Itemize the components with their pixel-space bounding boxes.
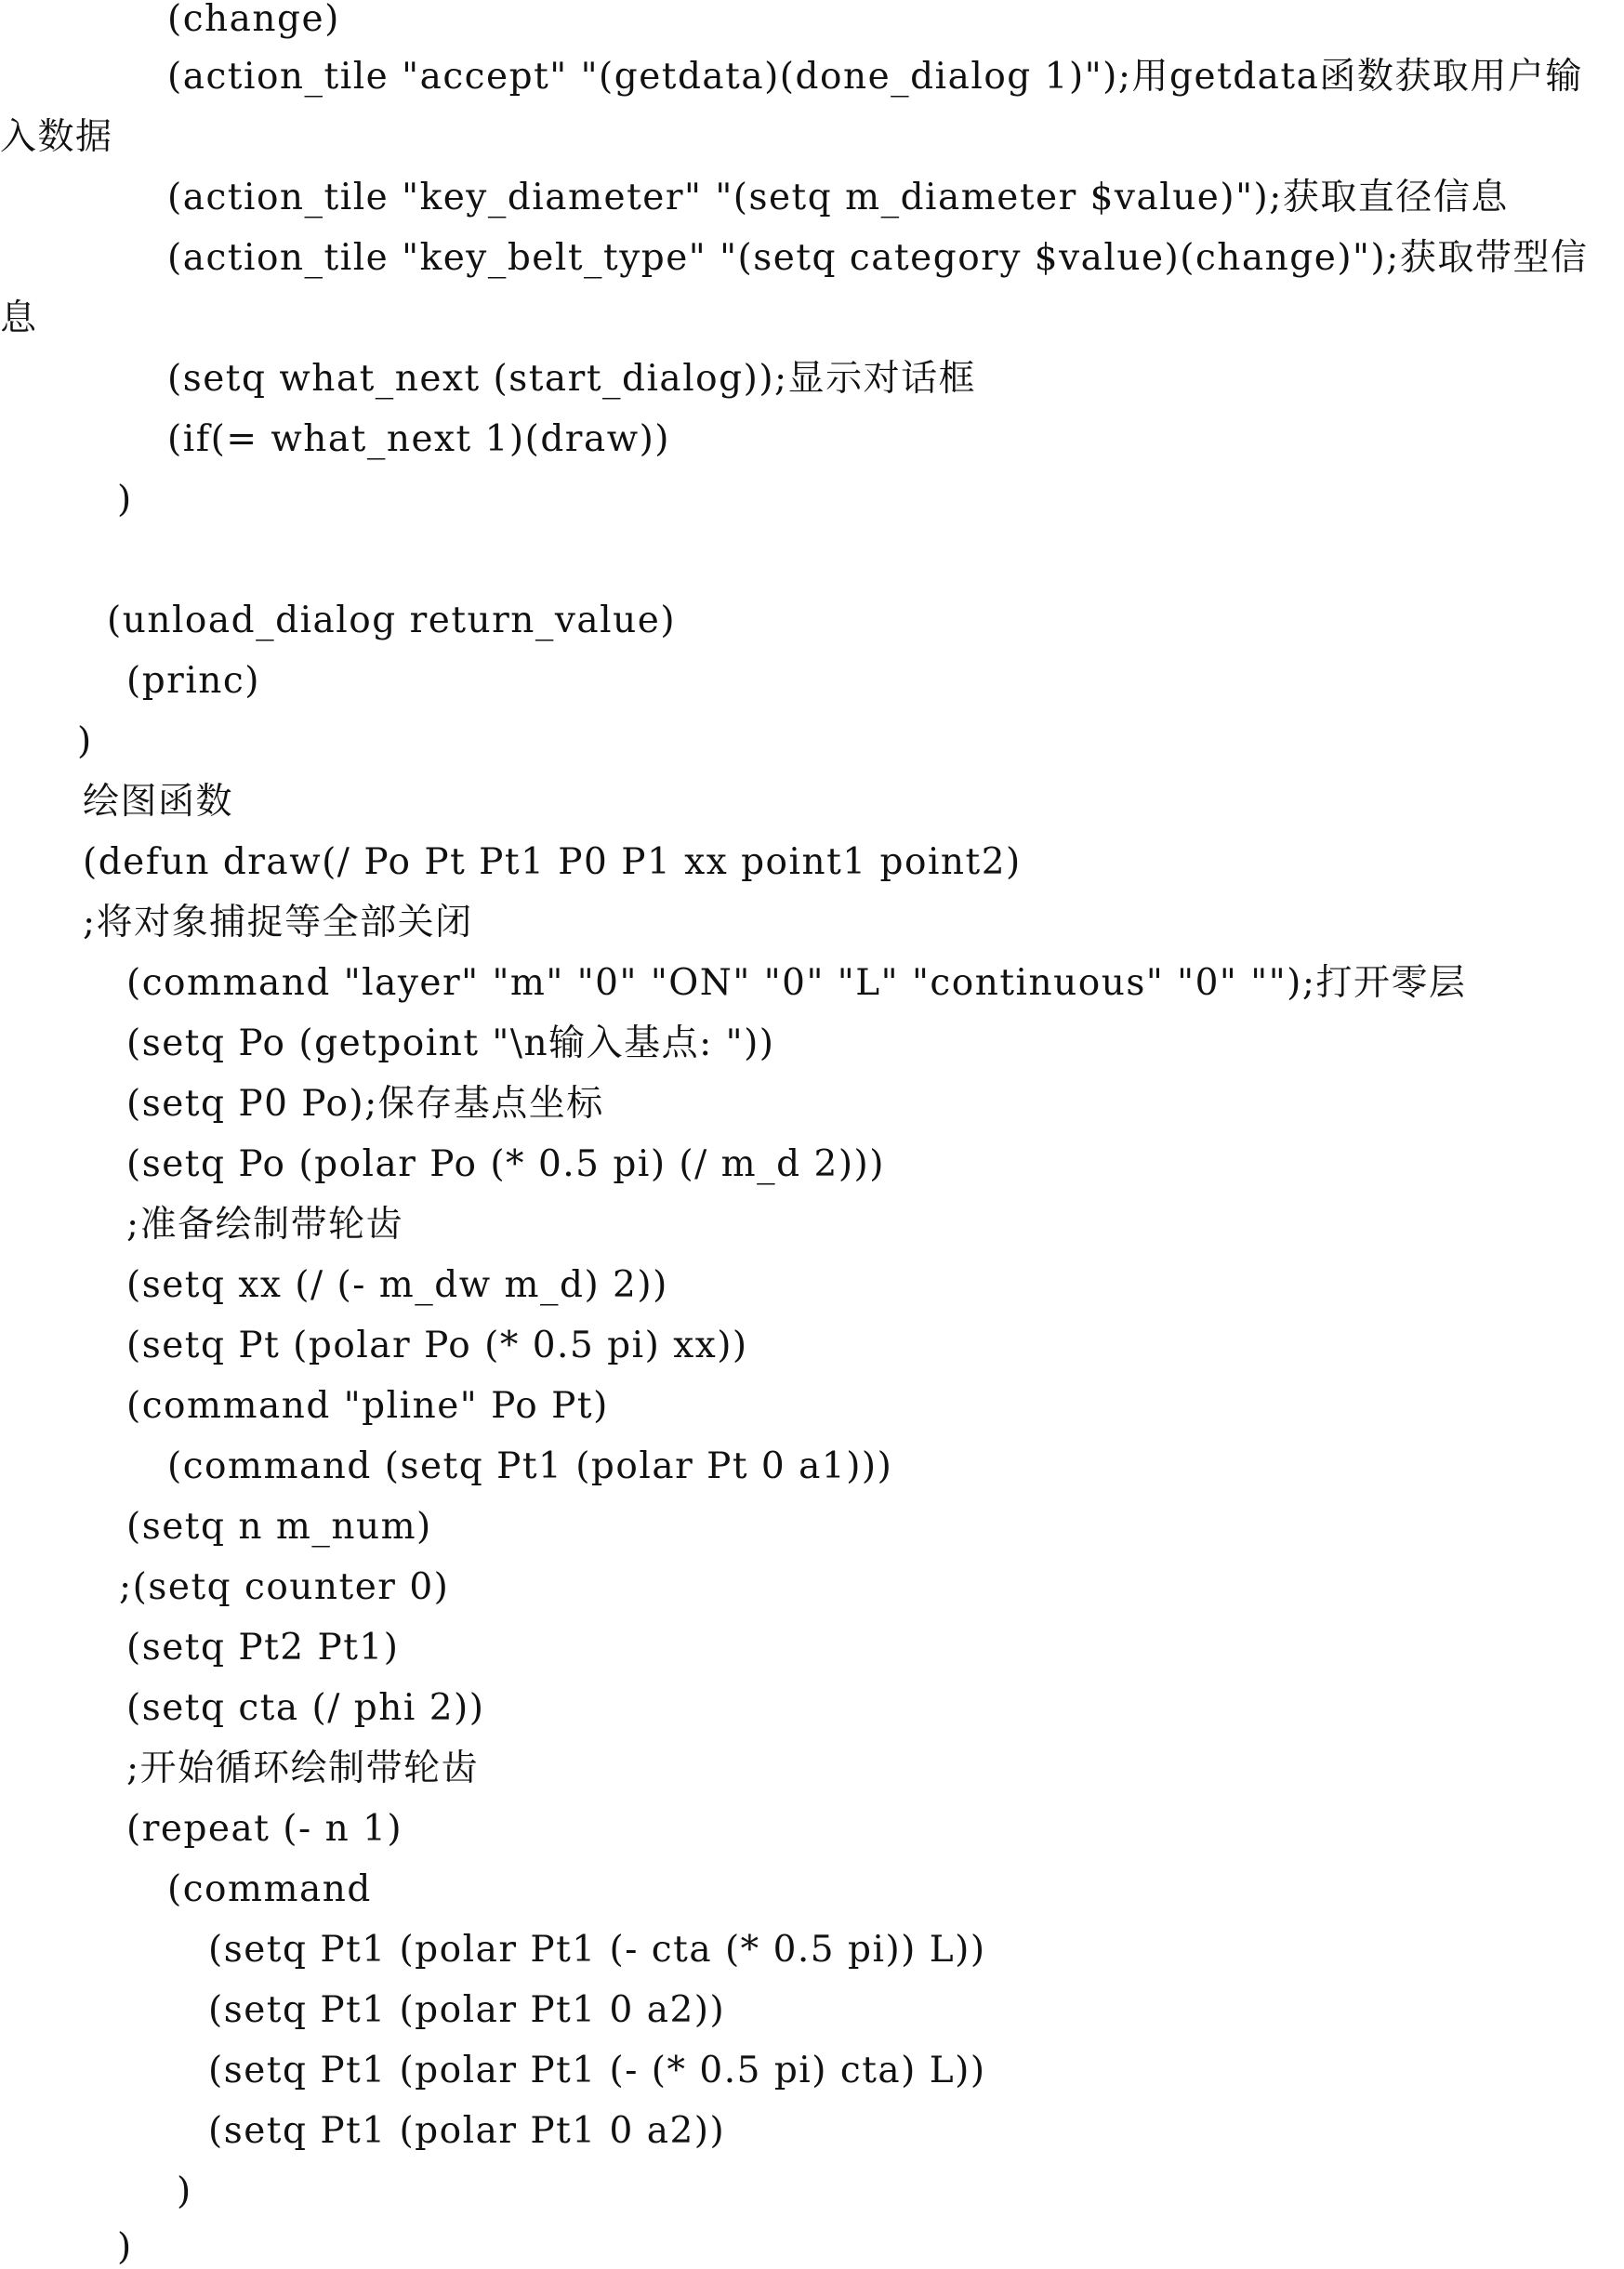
code-line-20: ;准备绘制带轮齿	[126, 1204, 404, 1246]
section-heading: 绘图函数	[83, 781, 234, 823]
code-line-26: ;(setq counter 0)	[119, 1566, 450, 1608]
code-line-24: (command (setq Pt1 (polar Pt 0 a1)))	[167, 1445, 893, 1487]
code-line-34: (setq Pt1 (polar Pt1 (- (* 0.5 pi) cta) L))	[208, 2050, 986, 2091]
code-line-30: (repeat (- n 1)	[126, 1808, 403, 1850]
code-line-33: (setq Pt1 (polar Pt1 0 a2))	[208, 1989, 726, 2031]
code-line-32: (setq Pt1 (polar Pt1 (- cta (* 0.5 pi)) L))	[208, 1929, 986, 1971]
code-line-14: (defun draw(/ Po Pt Pt1 P0 P1 xx point1 point2)	[83, 841, 1022, 883]
code-line-11: (princ)	[126, 660, 260, 702]
code-line-17: (setq Po (getpoint "\n输入基点: "))	[126, 1022, 775, 1064]
code-line-12: )	[77, 720, 93, 762]
code-line-36: )	[177, 2170, 192, 2212]
code-line-31: (command	[167, 1868, 372, 1910]
code-line-2: (action_tile "accept" "(getdata)(done_dialog 1)");用getdata函数获取用户输	[167, 56, 1583, 98]
code-line-5: (action_tile "key_belt_type" "(setq category $value)(change)");获取带型信	[167, 237, 1589, 279]
code-line-22: (setq Pt (polar Po (* 0.5 pi) xx))	[126, 1325, 748, 1366]
code-line-15: ;将对象捕捉等全部关闭	[83, 902, 473, 943]
code-line-37: )	[117, 2226, 133, 2268]
code-line-16: (command "layer" "m" "0" "ON" "0" "L" "continuous" "0" "");打开零层	[126, 962, 1467, 1004]
code-line-28: (setq cta (/ phi 2))	[126, 1687, 485, 1729]
code-line-27: (setq Pt2 Pt1)	[126, 1627, 400, 1669]
code-line-6: 息	[0, 297, 38, 339]
code-line-19: (setq Po (polar Po (* 0.5 pi) (/ m_d 2)))	[126, 1143, 885, 1185]
code-line-35: (setq Pt1 (polar Pt1 0 a2))	[208, 2110, 726, 2152]
code-line-3: 入数据	[0, 116, 113, 158]
code-line-10: (unload_dialog return_value)	[107, 600, 677, 641]
code-line-18: (setq P0 Po);保存基点坐标	[126, 1083, 604, 1125]
code-line-21: (setq xx (/ (- m_dw m_d) 2))	[126, 1264, 668, 1306]
code-line-1: (change)	[167, 0, 340, 40]
code-line-8: (if(= what_next 1)(draw))	[167, 418, 671, 460]
code-line-25: (setq n m_num)	[126, 1506, 432, 1548]
code-line-7: (setq what_next (start_dialog));显示对话框	[167, 358, 977, 400]
code-line-23: (command "pline" Po Pt)	[126, 1385, 609, 1427]
code-line-9: )	[117, 479, 133, 521]
code-line-29: ;开始循环绘制带轮齿	[126, 1748, 480, 1789]
code-line-4: (action_tile "key_diameter" "(setq m_diameter $value)");获取直径信息	[167, 177, 1509, 218]
